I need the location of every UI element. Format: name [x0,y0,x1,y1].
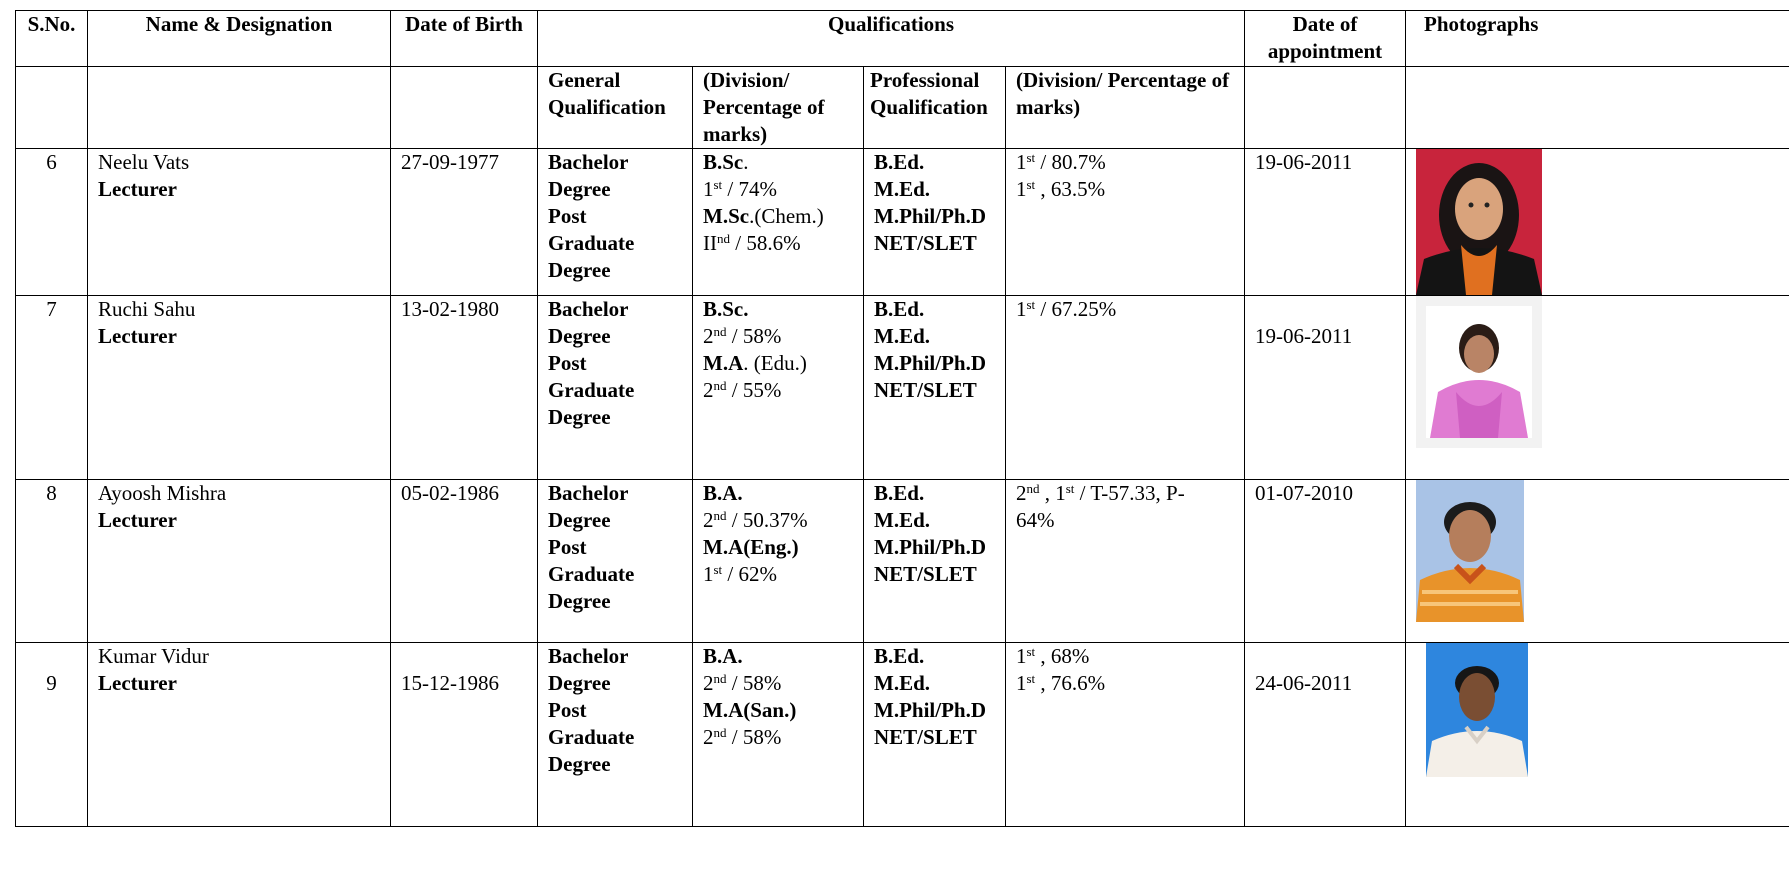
header-row [16,11,1789,67]
date-of-appointment: 19-06-2011 [1245,149,1406,296]
name-designation-cell [88,149,391,296]
photo-kumar-vidur [1426,643,1528,777]
photo-neelu-vats [1416,149,1542,295]
pq-line: NET/SLET [874,231,977,255]
professional-division-cell [1006,643,1245,827]
percentage: / 58% [726,671,782,695]
degree-name: M.A [703,351,744,375]
percentage: / T-57.33, P- [1074,481,1185,505]
serial-number: 8 [16,480,88,643]
percentage: , 68% [1035,644,1090,668]
date-of-appointment: 01-07-2010 [1245,480,1406,643]
degree-name: B.A. [703,481,743,505]
percentage: / 62% [722,562,777,586]
serial-number: 6 [16,149,88,296]
gq-line: Degree [548,405,611,429]
table-row [16,149,1789,296]
professional-division-cell [1006,296,1245,480]
person-name: Ayoosh Mishra [98,481,227,505]
professional-division-cell [1006,480,1245,643]
professional-qualification-cell [864,149,1006,296]
gq-line: Degree [548,508,611,532]
photo-cell [1406,643,1789,827]
division-suffix: st [1026,671,1036,686]
pq-line: M.Ed. [874,324,931,348]
percentage: 64% [1016,508,1055,532]
name-designation-cell [88,643,391,827]
general-qualification-cell [538,480,693,643]
professional-qualification-cell [864,643,1006,827]
designation: Lecturer [98,324,177,348]
pq-line: B.Ed. [874,150,925,174]
gq-line: Bachelor [548,150,629,174]
subheader-empty [1245,67,1406,149]
division-suffix: nd [717,231,730,246]
photo-cell [1406,480,1789,643]
division-suffix: st [1026,297,1036,312]
gq-line: Degree [548,177,611,201]
gq-line: Degree [548,671,611,695]
division: 1 [1016,150,1027,174]
degree-name: M.A(San.) [703,698,797,722]
percentage: / 67.25% [1035,297,1117,321]
photo-ruchi-sahu [1416,296,1542,448]
header-date-of-appointment: Date of appointment [1245,11,1406,67]
division: 1 [703,562,714,586]
general-division-cell [693,480,864,643]
gq-line: Bachelor [548,644,629,668]
percentage: / 55% [726,378,782,402]
division: 2 [703,508,714,532]
gq-line: Degree [548,258,611,282]
division: 2 [703,725,714,749]
division-suffix: st [713,562,723,577]
general-qualification-cell [538,149,693,296]
gq-line: Graduate [548,231,635,255]
division: 2 [703,671,714,695]
division-suffix: nd [713,508,727,523]
division: 1 [1016,671,1027,695]
professional-division-cell [1006,149,1245,296]
staff-table [15,10,1789,827]
pq-line: NET/SLET [874,378,977,402]
percentage: / 58% [726,725,782,749]
subheader-row [16,67,1789,149]
photo-cell [1406,149,1789,296]
gq-line: Bachelor [548,481,629,505]
subheader-empty [1406,67,1789,149]
pq-line: B.Ed. [874,644,925,668]
person-name: Ruchi Sahu [98,297,196,321]
pq-line: B.Ed. [874,297,925,321]
date-of-birth: 13-02-1980 [391,296,538,480]
pq-line: M.Phil/Ph.D [874,351,987,375]
date-of-birth: 27-09-1977 [391,149,538,296]
division-suffix: st [1026,150,1036,165]
gq-line: Graduate [548,725,635,749]
general-qualification-cell [538,296,693,480]
table-row [16,480,1789,643]
general-qualification-cell [538,643,693,827]
gq-line: Degree [548,752,611,776]
percentage: / 58% [726,324,782,348]
professional-qualification-cell [864,296,1006,480]
pq-line: M.Ed. [874,671,931,695]
percentage: / 50.37% [726,508,808,532]
percentage: / 74% [722,177,777,201]
pq-line: B.Ed. [874,481,925,505]
person-name: Kumar Vidur [98,644,209,668]
subheader-empty [391,67,538,149]
gq-line: Graduate [548,378,635,402]
subheader-professional-division: (Division/ Percentage of marks) [1006,67,1245,149]
degree-name: B.A. [703,644,743,668]
division: 1 [1016,297,1027,321]
division-separator: , 1 [1039,481,1066,505]
date-of-birth: 05-02-1986 [391,480,538,643]
subheader-general-division: (Division/ Percentage of marks) [693,67,864,149]
header-qualifications: Qualifications [538,11,1245,67]
degree-name: M.A(Eng.) [703,535,799,559]
division: 1 [1016,644,1027,668]
pq-line: M.Phil/Ph.D [874,204,987,228]
serial-number: 9 [16,643,88,827]
table-row [16,296,1789,480]
percentage: / 58.6% [730,231,801,255]
header-sno: S.No. [16,11,88,67]
name-designation-cell [88,480,391,643]
division-suffix: nd [713,378,727,393]
degree-name: B.Sc [703,150,744,174]
division: 2 [703,378,714,402]
division-suffix: nd [713,324,727,339]
pq-line: NET/SLET [874,725,977,749]
percentage: , 76.6% [1035,671,1106,695]
division-suffix: st [1026,644,1036,659]
gq-line: Degree [548,589,611,613]
percentage: , 63.5% [1035,177,1106,201]
division: 1 [703,177,714,201]
date-of-appointment: 24-06-2011 [1245,643,1406,827]
professional-qualification-cell [864,480,1006,643]
subheader-empty [16,67,88,149]
gq-line: Bachelor [548,297,629,321]
date-of-appointment: 19-06-2011 [1245,296,1406,480]
designation: Lecturer [98,508,177,532]
general-division-cell [693,149,864,296]
subheader-empty [88,67,391,149]
division: 1 [1016,177,1027,201]
division-suffix: st [1065,481,1075,496]
designation: Lecturer [98,177,177,201]
division-suffix: st [1026,177,1036,192]
pq-line: M.Ed. [874,508,931,532]
header-name-designation: Name & Designation [88,11,391,67]
general-division-cell [693,296,864,480]
division-suffix: nd [1026,481,1040,496]
serial-number: 7 [16,296,88,480]
pq-line: M.Ed. [874,177,931,201]
gq-line: Post [548,204,587,228]
degree-suffix: .(Chem.) [749,204,824,228]
subheader-general-qualification: General Qualification [538,67,693,149]
pq-line: M.Phil/Ph.D [874,698,987,722]
degree-suffix: . [743,150,749,174]
subheader-professional-qualification: Professional Qualification [864,67,1006,149]
degree-suffix: . (Edu.) [743,351,807,375]
date-of-birth: 15-12-1986 [391,643,538,827]
division: 2 [1016,481,1027,505]
name-designation-cell [88,296,391,480]
degree-name: M.Sc [703,204,750,228]
photo-ayoosh-mishra [1416,480,1524,622]
pq-line: M.Phil/Ph.D [874,535,987,559]
gq-line: Post [548,535,587,559]
pq-line: NET/SLET [874,562,977,586]
division: II [703,231,717,255]
division-suffix: nd [713,725,727,740]
header-date-of-birth: Date of Birth [391,11,538,67]
gq-line: Post [548,698,587,722]
general-division-cell [693,643,864,827]
table-row [16,643,1789,827]
person-name: Neelu Vats [98,150,190,174]
gq-line: Degree [548,324,611,348]
degree-name: B.Sc. [703,297,749,321]
gq-line: Post [548,351,587,375]
header-photographs: Photographs [1406,11,1789,67]
gq-line: Graduate [548,562,635,586]
division-suffix: nd [713,671,727,686]
photo-cell [1406,296,1789,480]
percentage: / 80.7% [1035,150,1106,174]
division-suffix: st [713,177,723,192]
division: 2 [703,324,714,348]
designation: Lecturer [98,671,177,695]
